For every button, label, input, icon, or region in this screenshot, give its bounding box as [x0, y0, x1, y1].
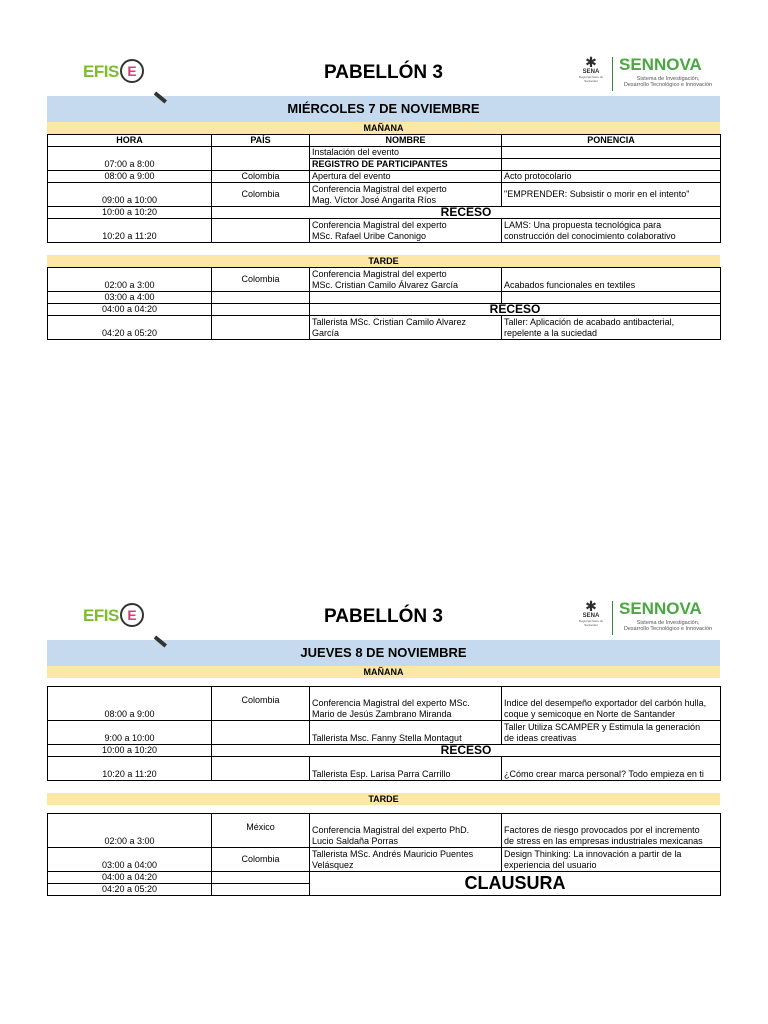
- day2-header: [47, 594, 720, 640]
- receso-label: RECESO: [212, 207, 721, 219]
- pabellon-title: PABELLÓN 3: [324, 606, 443, 627]
- table-row: 03:00 a 4:00: [48, 292, 721, 304]
- efis-logo-text: EFIS: [83, 62, 119, 81]
- table-row: 02:00 a 3:00 Colombia Conferencia Magistral del experto MSc. Cristian Camilo Álvarez García Acabados funcionales en textiles: [48, 268, 721, 292]
- schedule-table-afternoon: [47, 813, 721, 896]
- period-morning: MAÑANA: [47, 666, 720, 678]
- table-row: 08:00 a 9:00 Colombia Conferencia Magistral del experto MSc. Mario de Jesús Zambrano Miranda Indice del desempeño exportador del carbón hulla, coque y semicoque en Norte de Santander: [48, 687, 721, 721]
- day2-section: [47, 594, 720, 896]
- table-row: 04:00 a 04:20 RECESO: [48, 304, 721, 316]
- schedule-table-afternoon: [47, 267, 721, 340]
- day-title: JUEVES 8 DE NOVIEMBRE: [47, 640, 720, 666]
- table-row: 08:00 a 9:00 Colombia Apertura del evento Acto protocolario: [48, 171, 721, 183]
- table-row: 04:00 a 04:20 CLAUSURA: [48, 872, 721, 884]
- table-row: 03:00 a 04:00 Colombia Tallerista MSc. Andrés Mauricio Puentes Velásquez Design Thinking: La innovación a partir de la experiencia del usuario: [48, 848, 721, 872]
- schedule-table-morning: [47, 686, 721, 781]
- schedule-table-morning: [47, 134, 721, 243]
- sennova-subtitle: Sistema de Investigación, Desarrollo Tecnológico e Innovación: [623, 620, 713, 632]
- table-row: 10:20 a 11:20 Tallerista Esp. Larisa Parra Carrillo ¿Cómo crear marca personal? Todo empieza en ti: [48, 757, 721, 781]
- period-morning: MAÑANA: [47, 122, 720, 134]
- table-row: 10:20 a 11:20 Conferencia Magistral del experto MSc. Rafael Uribe Canonigo LAMS: Una propuesta tecnológica para construcción del conocimiento colaborativo: [48, 219, 721, 243]
- table-row: 9:00 a 10:00 Tallerista Msc. Fanny Stella Montagut Taller Utiliza SCAMPER y Estimula la generación de ideas creativas: [48, 721, 721, 745]
- table-row: REGISTRO DE PARTICIPANTES: [48, 159, 721, 171]
- period-afternoon: TARDE: [47, 793, 720, 805]
- magnifier-icon: E: [120, 59, 144, 83]
- logo-divider: [612, 57, 613, 91]
- table-header-row: [48, 135, 721, 147]
- sena-people-icon: ✱: [585, 54, 597, 70]
- col-hora: HORA: [48, 135, 212, 147]
- sennova-subtitle: Sistema de Investigación, Desarrollo Tecnológico e Innovación: [623, 76, 713, 88]
- period-afternoon: TARDE: [47, 255, 720, 267]
- table-row: 04:20 a 05:20 Tallerista MSc. Cristian Camilo Alvarez García Taller: Aplicación de acabado antibacterial, repelente a la suciedad: [48, 316, 721, 340]
- receso-label: RECESO: [212, 745, 721, 757]
- col-nombre: NOMBRE: [310, 135, 502, 147]
- col-ponencia: PONENCIA: [502, 135, 721, 147]
- sennova-logo-text: SENNOVA: [619, 55, 702, 74]
- pabellon-title: PABELLÓN 3: [324, 62, 443, 83]
- table-row: 09:00 a 10:00 Colombia Conferencia Magistral del experto Mag. Víctor José Angarita Ríos "EMPRENDER: Subsistir o morir en el intento": [48, 183, 721, 207]
- sena-people-icon: ✱: [585, 598, 597, 614]
- table-row: 10:00 a 10:20 RECESO: [48, 207, 721, 219]
- day1-header: [47, 50, 720, 96]
- day-title: MIÉRCOLES 7 DE NOVIEMBRE: [47, 96, 720, 122]
- sennova-logo-text: SENNOVA: [619, 599, 702, 618]
- sena-sennova-logo: [577, 55, 717, 93]
- sena-logo: ✱ SENA Regional Norte de Santander: [578, 598, 604, 627]
- table-row: 10:00 a 10:20 RECESO: [48, 745, 721, 757]
- logo-divider: [612, 601, 613, 635]
- magnifier-icon: E: [120, 603, 144, 627]
- sena-sennova-logo: [577, 599, 717, 637]
- col-pais: PAÍS: [212, 135, 310, 147]
- sena-logo: ✱ SENA Regional Norte de Santander: [578, 54, 604, 83]
- table-row: 04:20 a 05:20: [48, 884, 721, 896]
- day1-section: [47, 50, 720, 340]
- clausura-label: CLAUSURA: [310, 872, 721, 896]
- table-row: 02:00 a 3:00 México Conferencia Magistral del experto PhD. Lucio Saldaña Porras Factores de riesgo provocados por el incremento de stress en las empresas industriales mexicanas: [48, 814, 721, 848]
- efis-logo-text: EFIS: [83, 606, 119, 625]
- table-row: 07:00 a 8:00 Instalación del evento: [48, 147, 721, 159]
- receso-label: RECESO: [310, 304, 721, 316]
